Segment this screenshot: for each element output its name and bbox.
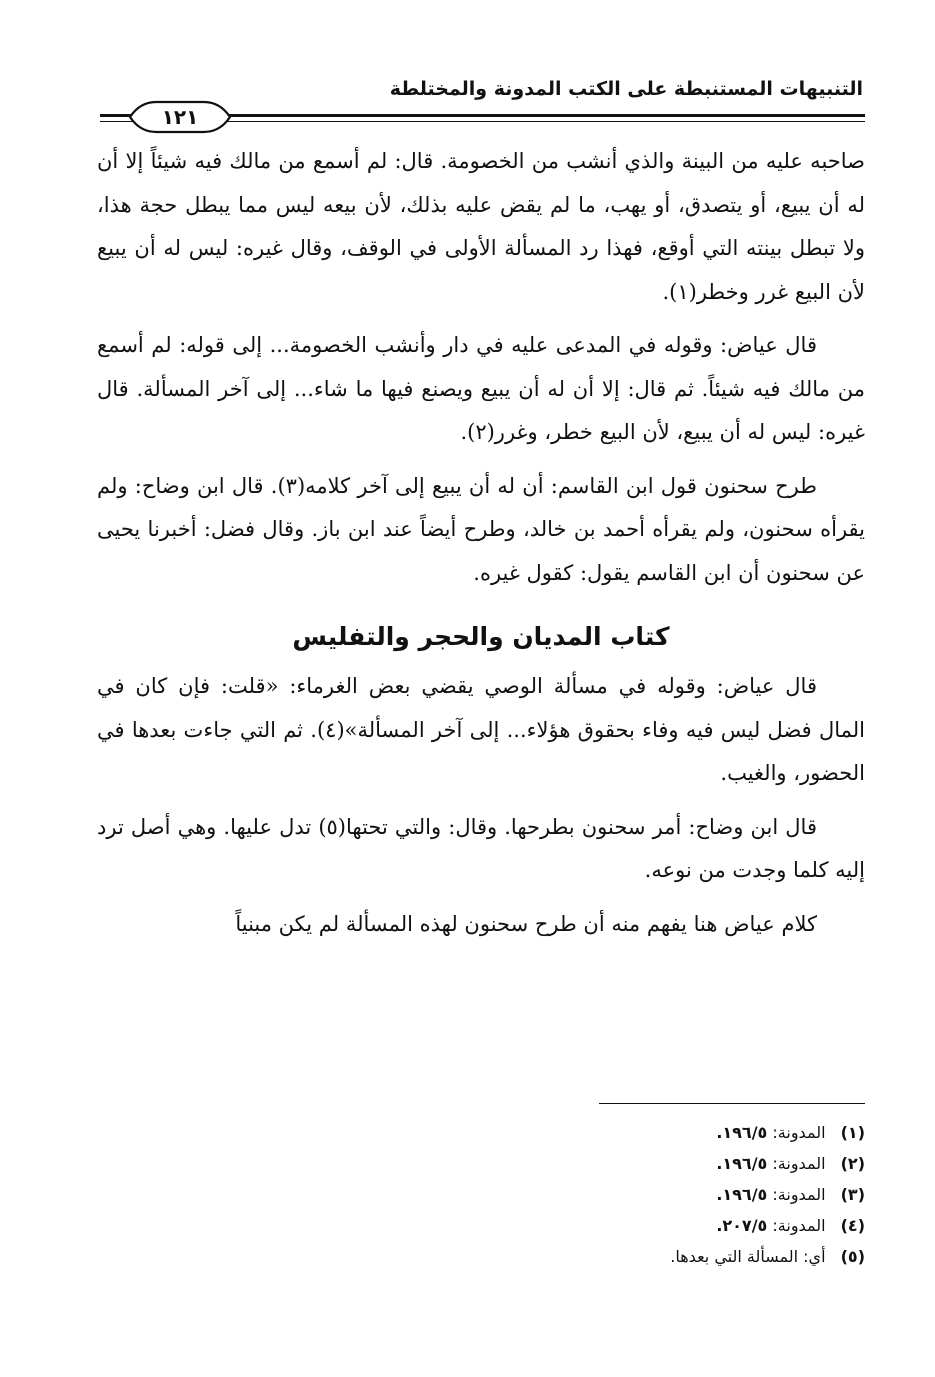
- footnote-citation: ١٩٦/٥.: [716, 1185, 768, 1204]
- running-header-title: التنبيهات المستنبطة على الكتب المدونة والمختلطة: [389, 78, 863, 100]
- footnote-citation: ١٩٦/٥.: [716, 1123, 768, 1142]
- footnote-item: [365, 1179, 865, 1210]
- paragraph-2: قال عياض: وقوله في المدعى عليه في دار وأنشب الخصومة... إلى قوله: لم أسمع من مالك فيه شيئاً. ثم قال: إلا أن له أن يبيع ويصنع فيها ما شاء... إلى آخر المسألة. قال غيره: ليس له أن يبيع، لأن البيع خطر، وغرر(٢).: [97, 333, 865, 444]
- footnote-mark: (٢): [840, 1154, 865, 1173]
- footnote-mark: (١): [840, 1123, 865, 1142]
- paragraph-3: طرح سحنون قول ابن القاسم: أن له أن يبيع إلى آخر كلامه(٣). قال ابن وضاح: ولم يقرأه سحنون، ولم يقرأه أحمد بن خالد، وطرح أيضاً عند ابن باز. وقال فضل: أخبرنا يحيى عن سحنون أن ابن القاسم يقول: كقول غيره.: [97, 473, 865, 585]
- paragraph-1: صاحبه عليه من البينة والذي أنشب من الخصومة. قال: لم أسمع من مالك فيه شيئاً إلا أن له أن يبيع، أو يتصدق، أو يهب، ما لم يقض عليه بذلك، لأن بيعه ليس مما يبطل حجة هذا، ولا تبطل بينته التي أوقع، فهذا رد المسألة الأولى في الوقف، وقال غيره: ليس له أن يبيع لأن البيع غرر وخطر(١).: [97, 149, 865, 304]
- footnote-mark: (٤): [840, 1216, 865, 1235]
- footnote-item: [365, 1241, 865, 1272]
- footnote-text: المدونة:: [772, 1123, 826, 1142]
- page-number-badge: [128, 100, 232, 134]
- footnote-item: [365, 1117, 865, 1148]
- footnote-mark: (٣): [840, 1185, 865, 1204]
- chapter-title: كتاب المديان والحجر والتفليس: [292, 622, 670, 651]
- footnotes: [365, 1117, 865, 1272]
- footnote-citation: ١٩٦/٥.: [716, 1154, 768, 1173]
- footnote-item: [365, 1210, 865, 1241]
- main-text: [97, 140, 865, 946]
- footnote-separator: [599, 1103, 865, 1104]
- footnote-text: أي: المسألة التي بعدها.: [670, 1247, 826, 1266]
- footnote-text: المدونة:: [772, 1185, 826, 1204]
- paragraph-6: كلام عياض هنا يفهم منه أن طرح سحنون لهذه المسألة لم يكن مبنياً: [235, 911, 817, 936]
- footnote-item: [365, 1148, 865, 1179]
- footnote-text: المدونة:: [772, 1216, 826, 1235]
- footnote-citation: ٢٠٧/٥.: [716, 1216, 768, 1235]
- paragraph-5: قال ابن وضاح: أمر سحنون بطرحها. وقال: والتي تحتها(٥) تدل عليها. وهي أصل ترد إليه كلما وجدت من نوعه.: [97, 814, 865, 882]
- paragraph-4: قال عياض: وقوله في مسألة الوصي يقضي بعض الغرماء: «قلت: فإن كان في المال فضل ليس فيه وفاء بحقوق هؤلاء... إلى آخر المسألة»(٤). ثم التي جاءت بعدها في الحضور، والغيب.: [97, 674, 865, 785]
- footnote-text: المدونة:: [772, 1154, 826, 1173]
- page-number: ١٢١: [161, 105, 199, 129]
- footnote-mark: (٥): [840, 1247, 865, 1266]
